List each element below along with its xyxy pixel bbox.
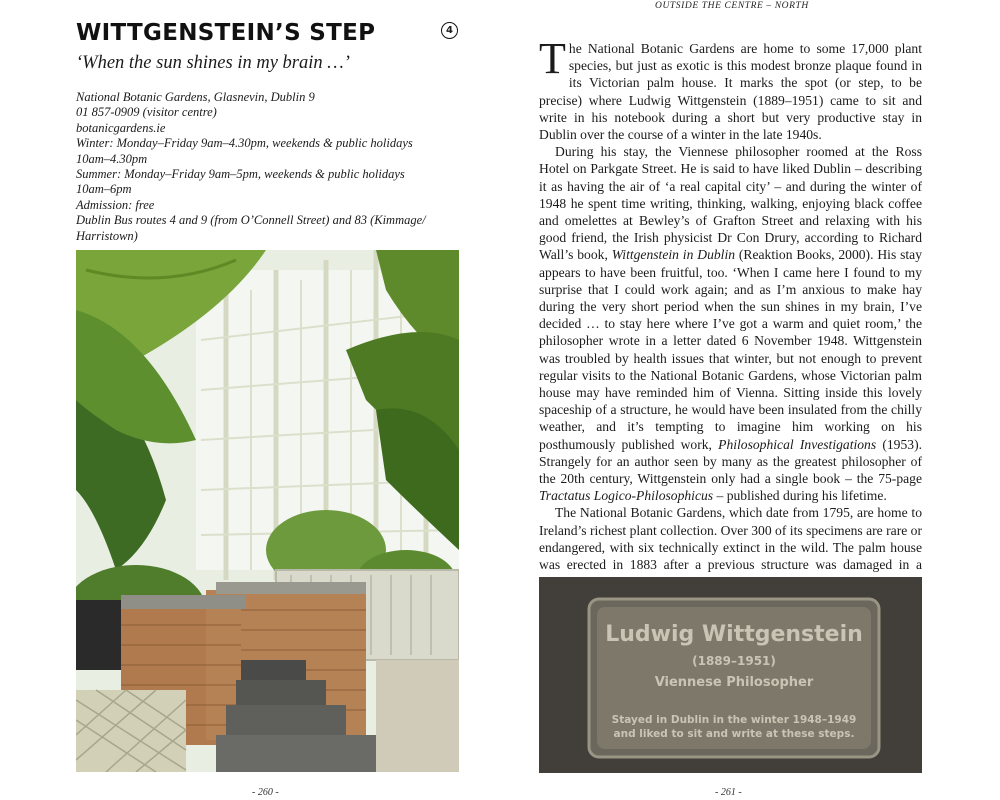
page-number-left: - 260 - [252, 787, 279, 798]
info-bus: Dublin Bus routes 4 and 9 (from O’Connell Street) and 83 (Kimmage/ [76, 213, 426, 228]
paragraph-2-text-a: During his stay, the Viennese philosopher roomed at the Ross Hotel on Parkgate Street. He is said to have liked Dublin – describing it as having the air of ‘a real capital city’ – and during the winter of 1948 he spent time writing, thinking, walking, enjoying black coffee and omelettes at Bewley’s of Grafton Street and relaxing with his good friend, the Irish physicist Dr Con Drury, according to Richard Wall’s book, [539, 144, 922, 263]
paragraph-1 [539, 34, 922, 143]
info-winter-hours: Winter: Monday–Friday 9am–4.30pm, weekends & public holidays [76, 136, 413, 151]
info-admission: Admission: free [76, 197, 155, 212]
palm-house-photo [76, 250, 459, 772]
page-number-right: - 261 - [715, 787, 742, 798]
plaque-photo [539, 577, 922, 773]
paragraph-2-text-b: (Reaktion Books, 2000). His stay appears to have been fruitful, too. ‘When I came here I found to my surprise that I could work again; and as I’m anxious to make hay during the very short period when the sun shines in my brain, I’ve decided … to stay here where I’ve got a warm and quiet room,’ the philosopher wrote in a letter dated 6 November 1948. Wittgenstein was troubled by health issues that winter, but not enough to prevent regular visits to the National Botanic Gardens, whose Victorian palm house may have reminded him of Vienna. Sitting inside this lovely spaceship of a structure, he would have been insulated from the chilly weather, and it’s tempting to imagine him working on his posthumously published work, [539, 247, 923, 452]
plaque-caption-1: Stayed in Dublin in the winter 1948–1949 [611, 714, 857, 726]
paragraph-3: The National Botanic Gardens, which date from 1795, are home to Ireland’s richest plant collection. Over 300 of its specimens are rare or endangered, with six technically extinct in the wild. The palm house was erected in 1883 after a previous structure was damaged in a [539, 505, 922, 573]
page-subtitle: ‘When the sun shines in my brain …’ [76, 53, 350, 73]
info-website: botanicgardens.ie [76, 120, 166, 135]
book-title-tractatus: Tractatus Logico-Philosophicus [539, 488, 714, 504]
page-title: WITTGENSTEIN’S STEP [76, 20, 376, 46]
book-title-philosophical-investigations: Philosophical Investigations [718, 436, 877, 452]
info-summer-hours-cont: 10am–6pm [76, 182, 132, 197]
info-phone: 01 857-0909 (visitor centre) [76, 105, 217, 120]
paragraph-2-text-d: – published during his lifetime. [713, 488, 887, 504]
info-winter-hours-cont: 10am–4.30pm [76, 151, 148, 166]
plaque-caption-2: and liked to sit and write at these steps. [613, 728, 855, 740]
paragraph-1-text: he National Botanic Gardens are home to some 17,000 plant species, but just as exotic is this modest bronze plaque found in its Victorian palm house. It marks the spot (or step, to be precise) where Ludwig Wittgenstein (1889–1951) came to sit and write in his notebook during a short but very productive stay in Dublin over the course of a winter in the late 1940s. [539, 41, 922, 143]
drop-cap: T [539, 34, 566, 83]
body-text [539, 34, 923, 591]
entry-number-badge: 4 [441, 22, 458, 39]
info-summer-hours: Summer: Monday–Friday 9am–5pm, weekends & public holidays [76, 167, 405, 182]
info-address: National Botanic Gardens, Glasnevin, Dublin 9 [76, 90, 315, 104]
visitor-info [76, 90, 466, 244]
paragraph-2 [539, 143, 922, 504]
info-bus-cont: Harristown) [76, 228, 138, 243]
paragraph-2-text-c: (1953). Strangely for an author seen by many as the greatest philosopher of the 20th century, Wittgenstein only had a single book – the 75-page [539, 436, 922, 487]
book-title-wittgenstein-in-dublin: Wittgenstein in Dublin [611, 247, 736, 263]
plaque-name: Ludwig Wittgenstein [605, 622, 863, 647]
plaque-description: Viennese Philosopher [654, 675, 814, 690]
running-header: OUTSIDE THE CENTRE – NORTH [655, 1, 809, 11]
plaque-dates: (1889–1951) [692, 654, 776, 668]
